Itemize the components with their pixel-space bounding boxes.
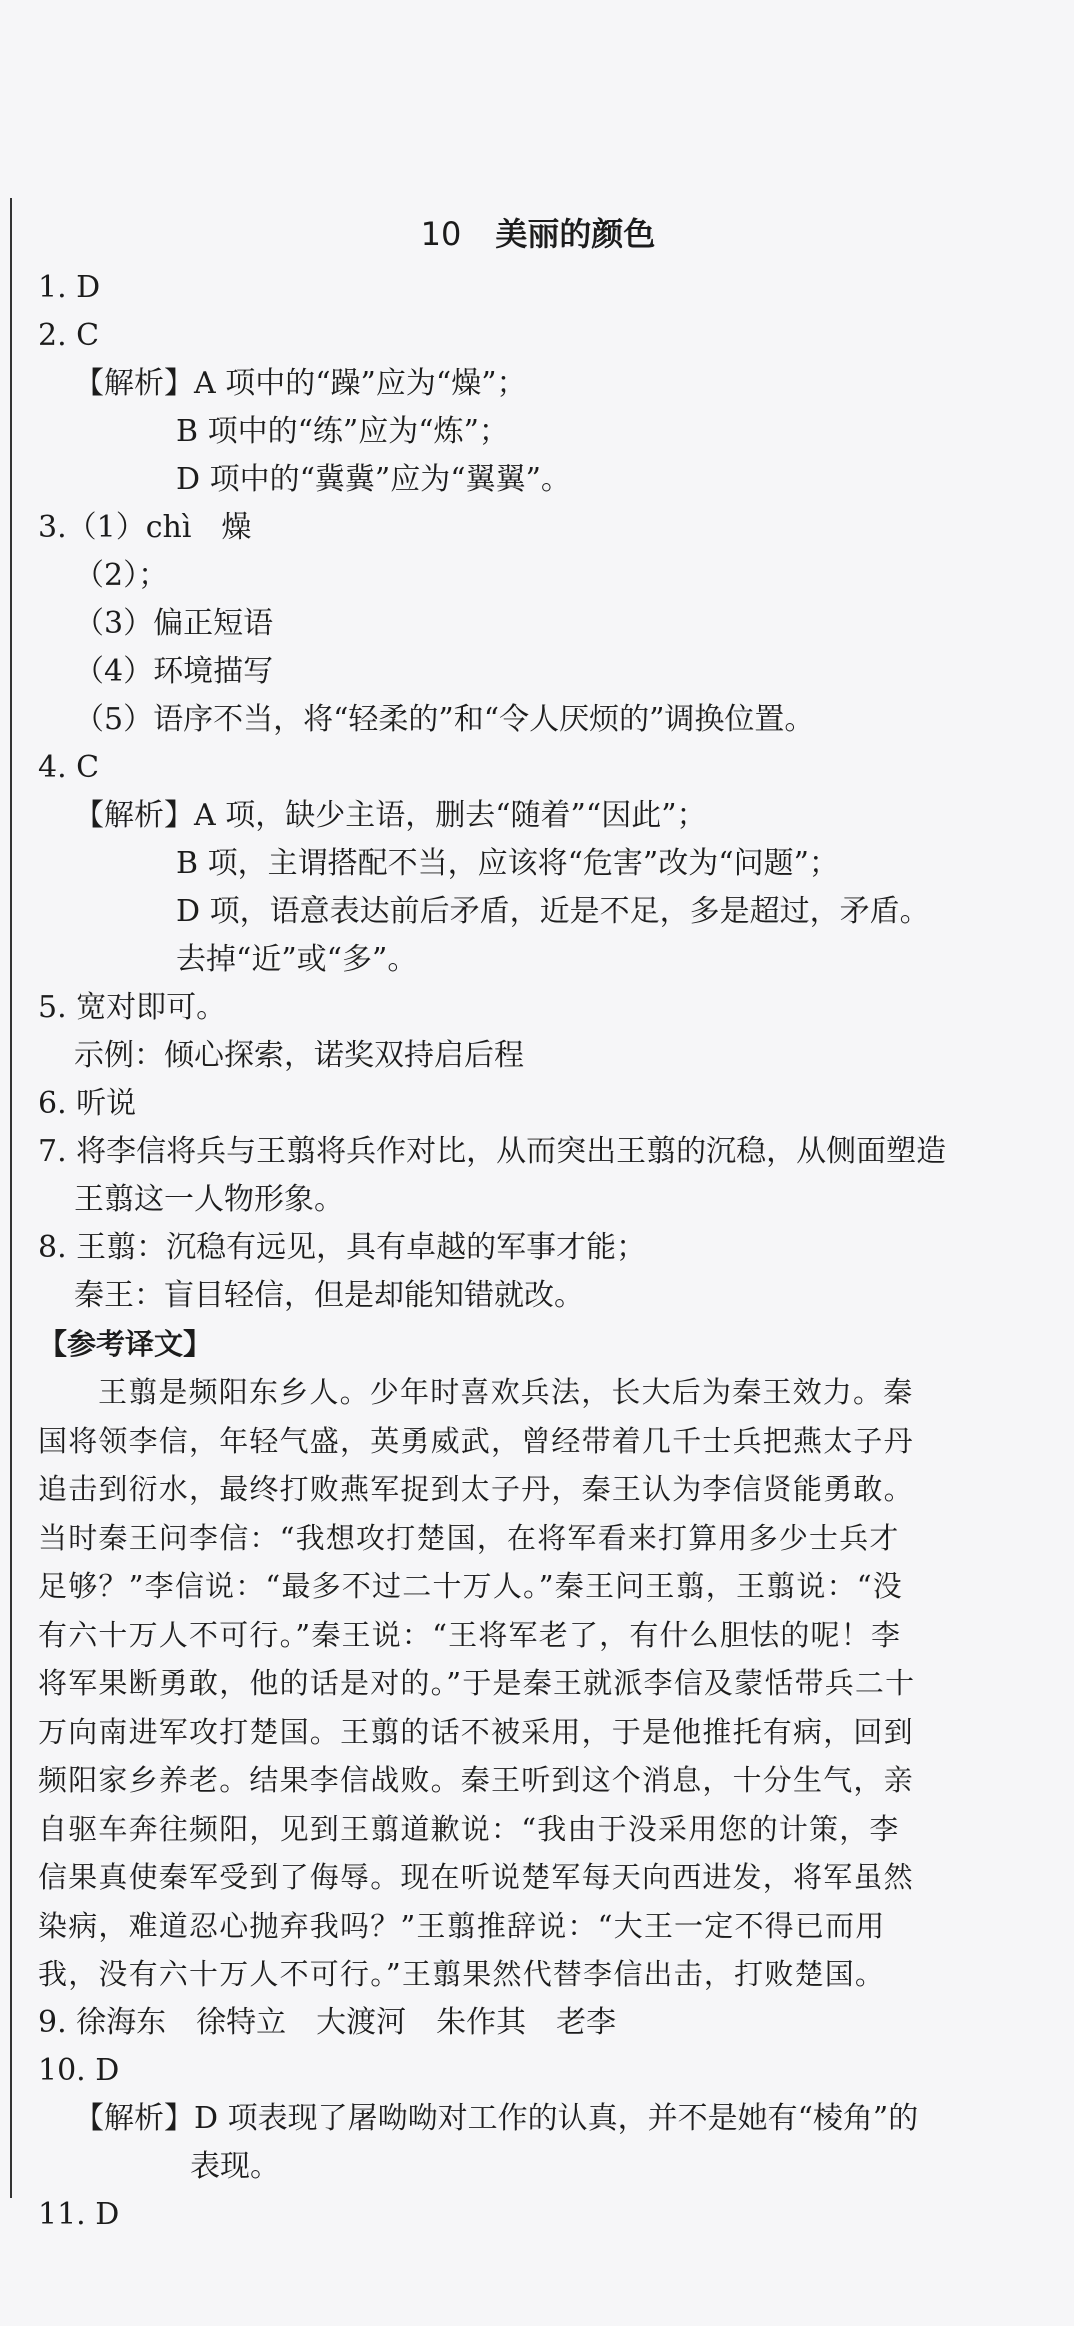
analysis-text: A 项中的“躁”应为“燥”； — [194, 366, 527, 401]
translation-heading: 【参考译文】 — [38, 1327, 213, 1361]
translation-text: 王翦是频阳东乡人。少年时喜欢兵法，长大后为秦王效力。秦国将领李信，年轻气盛，英勇威武，曾经带着几千士兵把燕太子丹追击到衍水，最终打败燕军捉到太子丹，秦王认为李信贤能勇敢。当时秦王问李信：“我想攻打楚国，在将军看来打算用多少士兵才足够？”李信说：“最多不过二十万人。”秦王问王翦，王翦说：“没有六十万人不可行。”秦王说：“王将军老了，有什么胆怯的呢！李将军果断勇敢，他的话是对的。”于是秦王就派李信及蒙恬带兵二十万向南进军攻打楚国。王翦的话不被采用，于是他推托有病，回到频阳家乡养老。结果李信战败。秦王听到这个消息，十分生气，亲自驱车奔往频阳，见到王翦道歉说：“我由于没采用您的计策，李信果真使秦军受到了侮辱。现在听说楚军每天向西进发，将军虽然染病，难道忍心抛弃我吗？”王翦推辞说：“大王一定不得已而用我，没有六十万人不可行。”王翦果然代替李信出击，打败楚国。 — [38, 1375, 916, 1991]
answer-q7: 7. 将李信将兵与王翦将兵作对比，从而突出王翦的沉稳，从侧面塑造 — [38, 1134, 947, 1169]
analysis-q2-d: D 项中的“冀冀”应为“翼翼”。 — [176, 462, 571, 497]
section-title — [38, 210, 1038, 258]
analysis-q10-cont: 表现。 — [190, 2148, 280, 2184]
answer-q7-cont: 王翦这一人物形象。 — [74, 1182, 344, 1217]
analysis-q10 — [38, 2095, 1038, 2143]
answer-q6: 6. 听说 — [38, 1086, 137, 1121]
answer-q5: 5. 宽对即可。 — [38, 990, 227, 1025]
analysis-q2-b: B 项中的“练”应为“炼”； — [176, 414, 509, 449]
analysis-q4-d2: 去掉“近”或“多”。 — [176, 942, 418, 977]
analysis-text: D 项表现了屠呦呦对工作的认真，并不是她有“棱角”的 — [194, 2100, 919, 2136]
answer-q3-2: （2）； — [74, 558, 169, 593]
answer-q4: 4. C — [38, 750, 100, 785]
translation-body — [38, 1368, 928, 1999]
answer-q3-4: （4）环境描写 — [74, 654, 274, 689]
analysis-q4-d: D 项，语意表达前后矛盾，近是不足，多是超过，矛盾。 — [176, 894, 930, 929]
analysis-tag: 【解析】 — [74, 798, 194, 833]
answer-q3-5: （5）语序不当，将“轻柔的”和“令人厌烦的”调换位置。 — [74, 702, 815, 737]
answer-q3-1: 3.（1）chì 燥 — [38, 510, 252, 545]
answer-q8: 8. 王翦：沉稳有远见，具有卓越的军事才能； — [38, 1230, 647, 1265]
answer-q11: 11. D — [38, 2196, 120, 2232]
answer-q10: 10. D — [38, 2052, 120, 2088]
section-number: 10 — [420, 215, 462, 253]
answer-q3-3: （3）偏正短语 — [74, 606, 274, 641]
answer-q9: 9. 徐海东 徐特立 大渡河 朱作其 老李 — [38, 2004, 617, 2040]
answer-q8-cont: 秦王：盲目轻信，但是却能知错就改。 — [74, 1278, 584, 1313]
answer-content — [38, 210, 1038, 2239]
margin-rule — [10, 198, 12, 2198]
analysis-tag: 【解析】 — [74, 366, 194, 401]
analysis-tag: 【解析】 — [74, 2100, 194, 2136]
answer-q2: 2. C — [38, 318, 100, 353]
section-name: 美丽的颜色 — [495, 215, 656, 253]
analysis-q4-b: B 项，主谓搭配不当，应该将“危害”改为“问题”； — [176, 846, 839, 881]
analysis-q4-a — [38, 792, 1038, 840]
analysis-text: A 项，缺少主语，删去“随着”“因此”； — [194, 798, 707, 833]
analysis-q2-a — [38, 360, 1038, 408]
answer-q5-example: 示例：倾心探索，诺奖双持启后程 — [74, 1038, 524, 1073]
answer-q1: 1. D — [38, 270, 101, 305]
